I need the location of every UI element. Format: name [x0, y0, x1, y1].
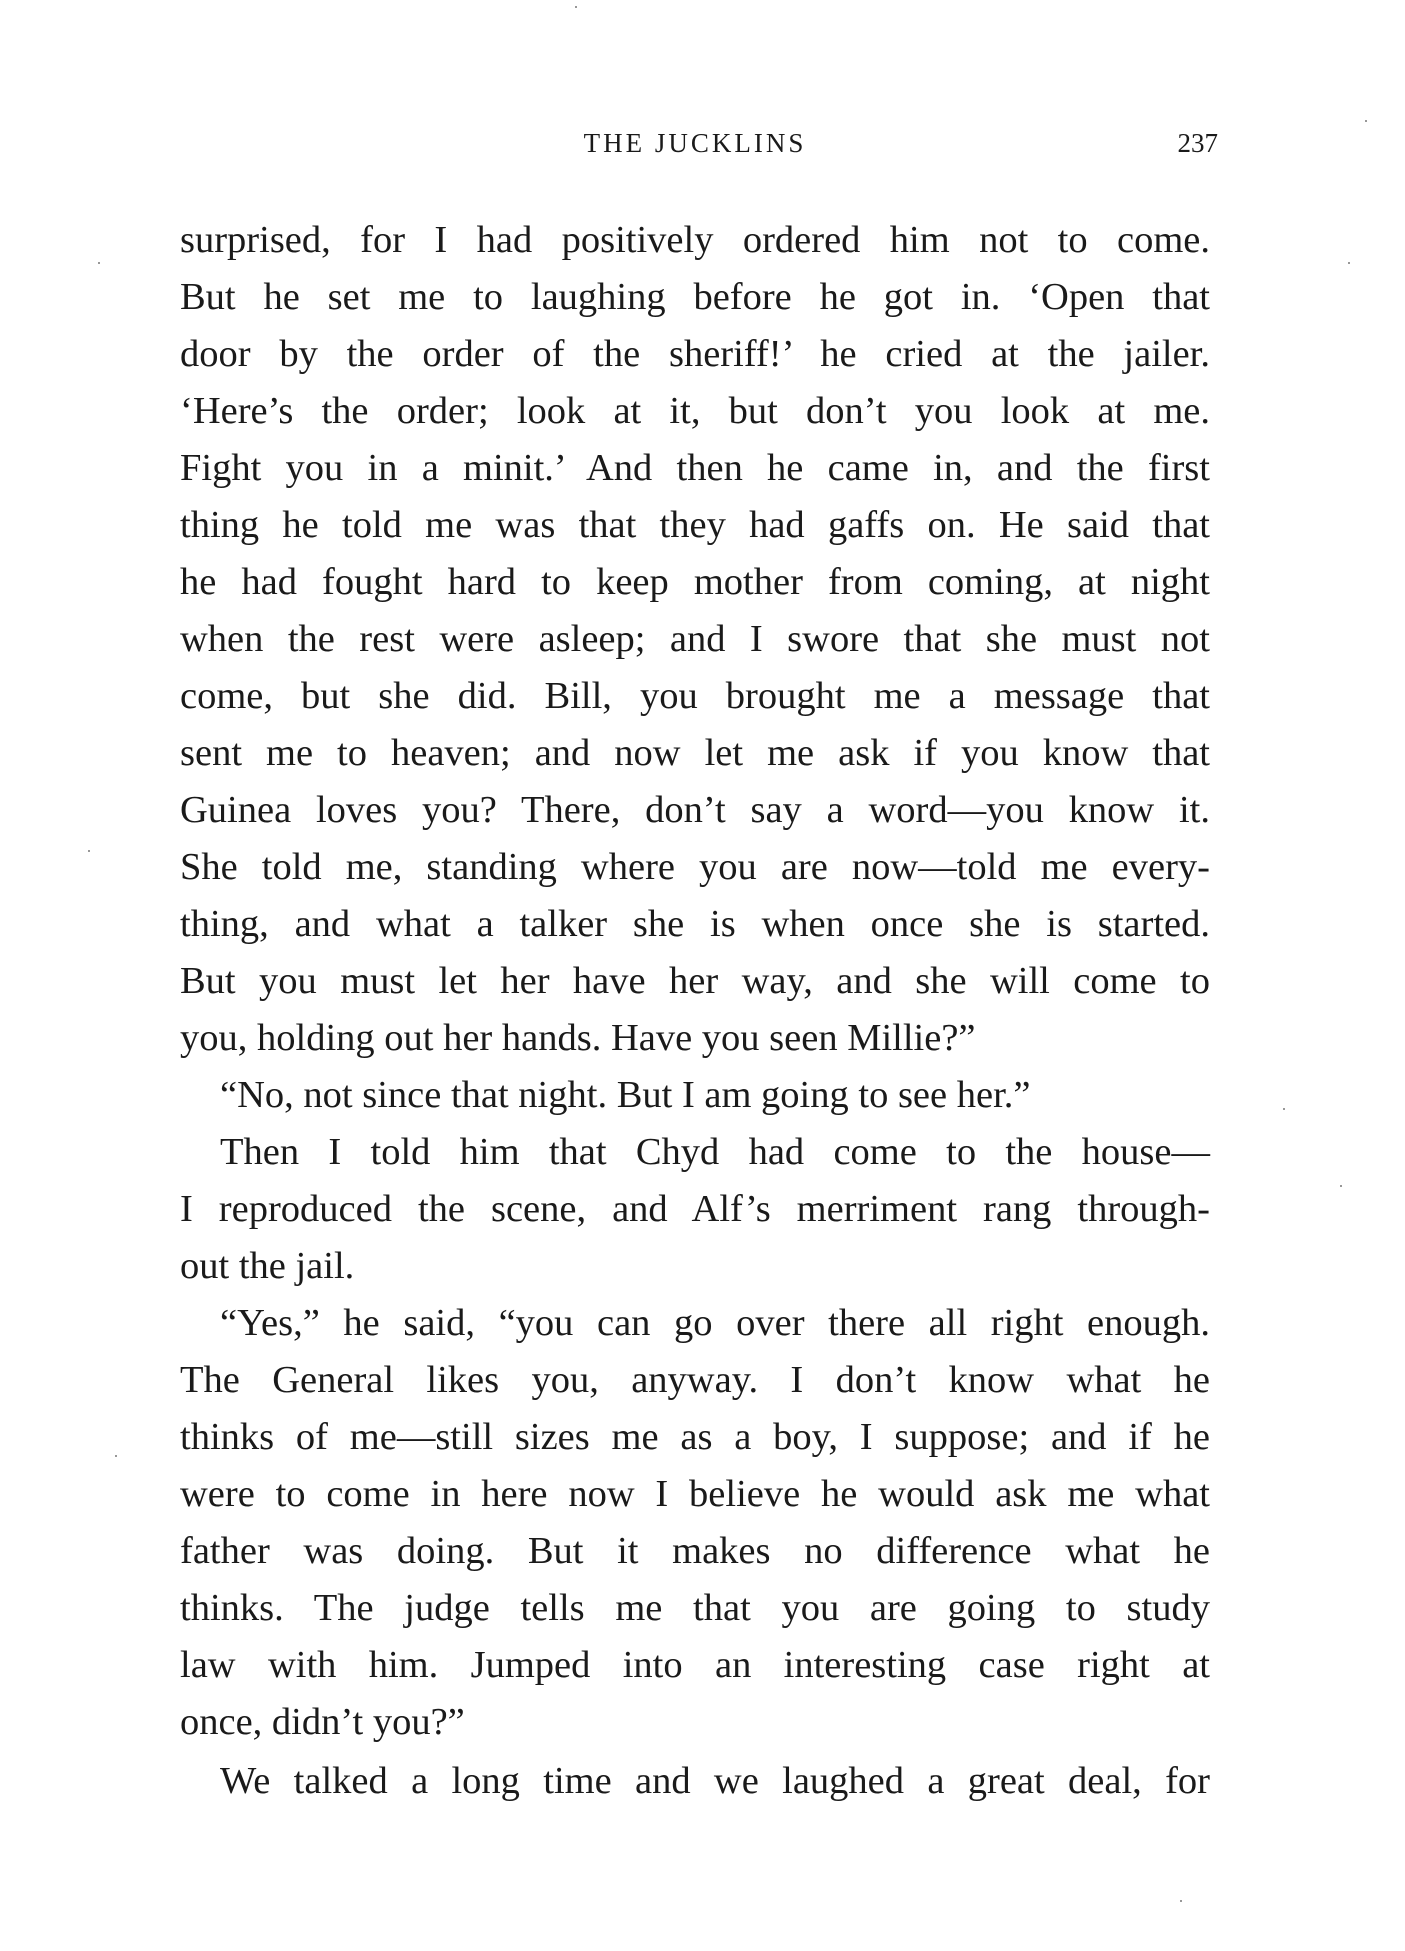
text-line: “Yes,” he said, “you can go over there all right enough. — [220, 1302, 1210, 1344]
text-line: “No, not since that night. But I am going to see her.” — [220, 1074, 1031, 1116]
running-head — [180, 128, 1218, 168]
text-line: thing he told me was that they had gaffs on. He said that — [180, 504, 1210, 546]
running-title: THE JUCKLINS — [583, 128, 807, 158]
text-line: The General likes you, anyway. I don’t know what he — [180, 1359, 1210, 1401]
text-line: were to come in here now I believe he would ask me what — [180, 1473, 1210, 1515]
text-line: But he set me to laughing before he got in. ‘Open that — [180, 276, 1210, 318]
page-number: 237 — [1177, 128, 1218, 158]
text-line: We talked a long time and we laughed a great deal, for — [220, 1760, 1210, 1802]
text-line: thing, and what a talker she is when once she is started. — [180, 903, 1210, 945]
body-text — [180, 212, 1210, 1810]
text-line: father was doing. But it makes no difference what he — [180, 1530, 1210, 1572]
text-line: thinks. The judge tells me that you are going to study — [180, 1587, 1210, 1629]
text-line: sent me to heaven; and now let me ask if you know that — [180, 732, 1210, 774]
text-line: But you must let her have her way, and she will come to — [180, 960, 1210, 1002]
text-line: thinks of me—still sizes me as a boy, I suppose; and if he — [180, 1416, 1210, 1458]
text-line: She told me, standing where you are now—told me every- — [180, 846, 1210, 888]
text-line: I reproduced the scene, and Alf’s merriment rang through- — [180, 1188, 1210, 1230]
text-line: once, didn’t you?” — [180, 1701, 465, 1743]
text-line: Then I told him that Chyd had come to the house— — [220, 1131, 1210, 1173]
text-line: door by the order of the sheriff!’ he cried at the jailer. — [180, 333, 1210, 375]
text-line: when the rest were asleep; and I swore that she must not — [180, 618, 1210, 660]
text-line: law with him. Jumped into an interesting case right at — [180, 1644, 1210, 1686]
text-line: he had fought hard to keep mother from coming, at night — [180, 561, 1210, 603]
text-line: come, but she did. Bill, you brought me a message that — [180, 675, 1210, 717]
text-line: out the jail. — [180, 1245, 355, 1287]
text-line: surprised, for I had positively ordered him not to come. — [180, 219, 1210, 261]
text-line: you, holding out her hands. Have you seen Millie?” — [180, 1017, 976, 1059]
text-line: ‘Here’s the order; look at it, but don’t you look at me. — [180, 390, 1210, 432]
text-line: Guinea loves you? There, don’t say a word—you know it. — [180, 789, 1210, 831]
text-line: Fight you in a minit.’ And then he came in, and the first — [180, 447, 1210, 489]
